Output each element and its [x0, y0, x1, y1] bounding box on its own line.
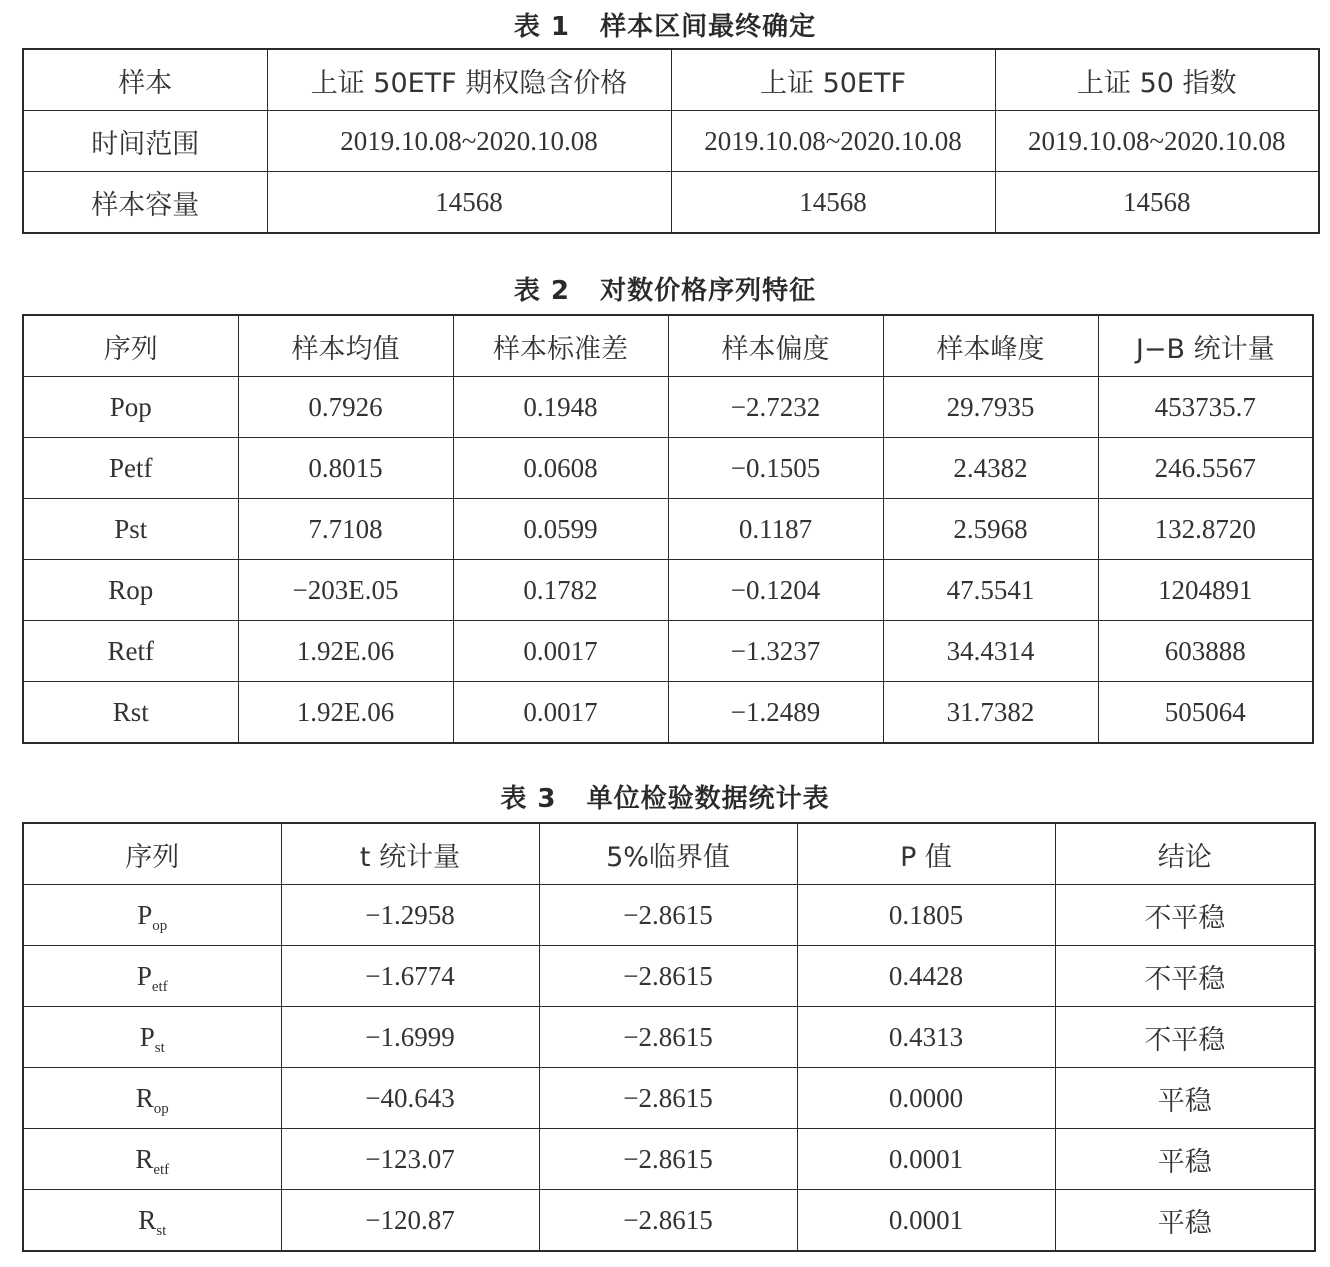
- series-subscript: op: [152, 917, 168, 934]
- p-value-cell: 0.0000: [797, 1068, 1055, 1129]
- table-cell: 1.92E.06: [238, 682, 453, 744]
- table-header-row: [23, 823, 1315, 885]
- header-cell: 样本均值: [238, 315, 453, 377]
- table1-caption: 表 1 样本区间最终确定: [513, 12, 817, 42]
- table-row: [23, 885, 1315, 946]
- conclusion-cell: 平稳: [1055, 1068, 1315, 1129]
- row-label: Petf: [23, 438, 238, 499]
- header-cell: t 统计量: [281, 823, 539, 885]
- table-cell: 0.1948: [453, 377, 668, 438]
- table-row: [23, 946, 1315, 1007]
- header-cell: 上证 50ETF 期权隐含价格: [267, 49, 671, 111]
- table-cell: 7.7108: [238, 499, 453, 560]
- row-label: Pop: [23, 377, 238, 438]
- p-value-cell: 0.4313: [797, 1007, 1055, 1068]
- critical-value-cell: −2.8615: [539, 885, 797, 946]
- conclusion-cell: 平稳: [1055, 1190, 1315, 1252]
- table-cell: −0.1204: [668, 560, 883, 621]
- t-stat-cell: −40.643: [281, 1068, 539, 1129]
- t-stat-cell: −1.2958: [281, 885, 539, 946]
- table-cell: 453735.7: [1098, 377, 1313, 438]
- table-cell: 1.92E.06: [238, 621, 453, 682]
- series-subscript: etf: [151, 978, 168, 995]
- series-base: R: [135, 1143, 154, 1174]
- table-cell: 505064: [1098, 682, 1313, 744]
- series-label: [23, 885, 281, 946]
- table-cell: 14568: [995, 172, 1319, 234]
- table-cell: −2.7232: [668, 377, 883, 438]
- conclusion-cell: 不平稳: [1055, 946, 1315, 1007]
- header-cell: 上证 50 指数: [995, 49, 1319, 111]
- series-subscript: st: [156, 1222, 167, 1239]
- table-cell: 0.0599: [453, 499, 668, 560]
- table-cell: 2.5968: [883, 499, 1098, 560]
- table-cell: 246.5567: [1098, 438, 1313, 499]
- critical-value-cell: −2.8615: [539, 1190, 797, 1252]
- table-cell: 2019.10.08~2020.10.08: [995, 111, 1319, 172]
- table-row: [23, 1190, 1315, 1252]
- series-subscript: st: [154, 1039, 165, 1056]
- table-cell: −203E.05: [238, 560, 453, 621]
- unit-root-test-table: [22, 822, 1316, 1252]
- critical-value-cell: −2.8615: [539, 946, 797, 1007]
- row-label: Retf: [23, 621, 238, 682]
- header-cell: 样本偏度: [668, 315, 883, 377]
- series-base: P: [137, 899, 153, 930]
- table-cell: 0.1782: [453, 560, 668, 621]
- series-base: P: [139, 1021, 155, 1052]
- series-subscript: op: [153, 1100, 169, 1117]
- series-base: R: [135, 1082, 154, 1113]
- table-cell: 2019.10.08~2020.10.08: [671, 111, 995, 172]
- header-cell: 5%临界值: [539, 823, 797, 885]
- table3-caption: 表 3 单位检验数据统计表: [500, 784, 830, 814]
- table-row: [23, 621, 1313, 682]
- table-row: [23, 438, 1313, 499]
- t-stat-cell: −120.87: [281, 1190, 539, 1252]
- table-row: [23, 560, 1313, 621]
- row-label: Pst: [23, 499, 238, 560]
- conclusion-cell: 不平稳: [1055, 885, 1315, 946]
- table-cell: 47.5541: [883, 560, 1098, 621]
- critical-value-cell: −2.8615: [539, 1068, 797, 1129]
- series-label: [23, 946, 281, 1007]
- table-row: [23, 1068, 1315, 1129]
- t-stat-cell: −123.07: [281, 1129, 539, 1190]
- table-cell: 2019.10.08~2020.10.08: [267, 111, 671, 172]
- table-header-row: [23, 49, 1319, 111]
- series-label: [23, 1129, 281, 1190]
- table-row: [23, 377, 1313, 438]
- table-cell: 2.4382: [883, 438, 1098, 499]
- table-cell: 0.0017: [453, 621, 668, 682]
- p-value-cell: 0.0001: [797, 1190, 1055, 1252]
- table-row: [23, 1129, 1315, 1190]
- p-value-cell: 0.4428: [797, 946, 1055, 1007]
- series-base: P: [136, 960, 152, 991]
- table-cell: 14568: [671, 172, 995, 234]
- header-cell: 上证 50ETF: [671, 49, 995, 111]
- header-cell: 样本: [23, 49, 267, 111]
- table-cell: 34.4314: [883, 621, 1098, 682]
- table-cell: 0.1187: [668, 499, 883, 560]
- critical-value-cell: −2.8615: [539, 1129, 797, 1190]
- log-price-series-table: [22, 314, 1314, 744]
- series-label: [23, 1007, 281, 1068]
- t-stat-cell: −1.6999: [281, 1007, 539, 1068]
- header-cell: J−B 统计量: [1098, 315, 1313, 377]
- row-label: 时间范围: [23, 111, 267, 172]
- header-cell: 样本峰度: [883, 315, 1098, 377]
- header-cell: 结论: [1055, 823, 1315, 885]
- series-label: [23, 1190, 281, 1252]
- series-label: [23, 1068, 281, 1129]
- t-stat-cell: −1.6774: [281, 946, 539, 1007]
- table-cell: 31.7382: [883, 682, 1098, 744]
- header-cell: 样本标准差: [453, 315, 668, 377]
- table-row: [23, 499, 1313, 560]
- table-cell: 132.8720: [1098, 499, 1313, 560]
- table-cell: 0.7926: [238, 377, 453, 438]
- header-cell: 序列: [23, 823, 281, 885]
- row-label: 样本容量: [23, 172, 267, 234]
- table-row: [23, 111, 1319, 172]
- table-cell: −0.1505: [668, 438, 883, 499]
- p-value-cell: 0.0001: [797, 1129, 1055, 1190]
- table-row: [23, 682, 1313, 744]
- sample-range-table: [22, 48, 1320, 234]
- table-cell: 1204891: [1098, 560, 1313, 621]
- row-label: Rop: [23, 560, 238, 621]
- critical-value-cell: −2.8615: [539, 1007, 797, 1068]
- row-label: Rst: [23, 682, 238, 744]
- table-cell: −1.3237: [668, 621, 883, 682]
- conclusion-cell: 平稳: [1055, 1129, 1315, 1190]
- table-cell: −1.2489: [668, 682, 883, 744]
- table-row: [23, 172, 1319, 234]
- p-value-cell: 0.1805: [797, 885, 1055, 946]
- series-subscript: etf: [153, 1161, 170, 1178]
- table-cell: 14568: [267, 172, 671, 234]
- conclusion-cell: 不平稳: [1055, 1007, 1315, 1068]
- table-cell: 0.8015: [238, 438, 453, 499]
- table-cell: 603888: [1098, 621, 1313, 682]
- table-row: [23, 1007, 1315, 1068]
- table2-caption: 表 2 对数价格序列特征: [513, 276, 817, 306]
- header-cell: 序列: [23, 315, 238, 377]
- table-cell: 29.7935: [883, 377, 1098, 438]
- header-cell: P 值: [797, 823, 1055, 885]
- table-cell: 0.0608: [453, 438, 668, 499]
- series-base: R: [138, 1204, 157, 1235]
- table-header-row: [23, 315, 1313, 377]
- table-cell: 0.0017: [453, 682, 668, 744]
